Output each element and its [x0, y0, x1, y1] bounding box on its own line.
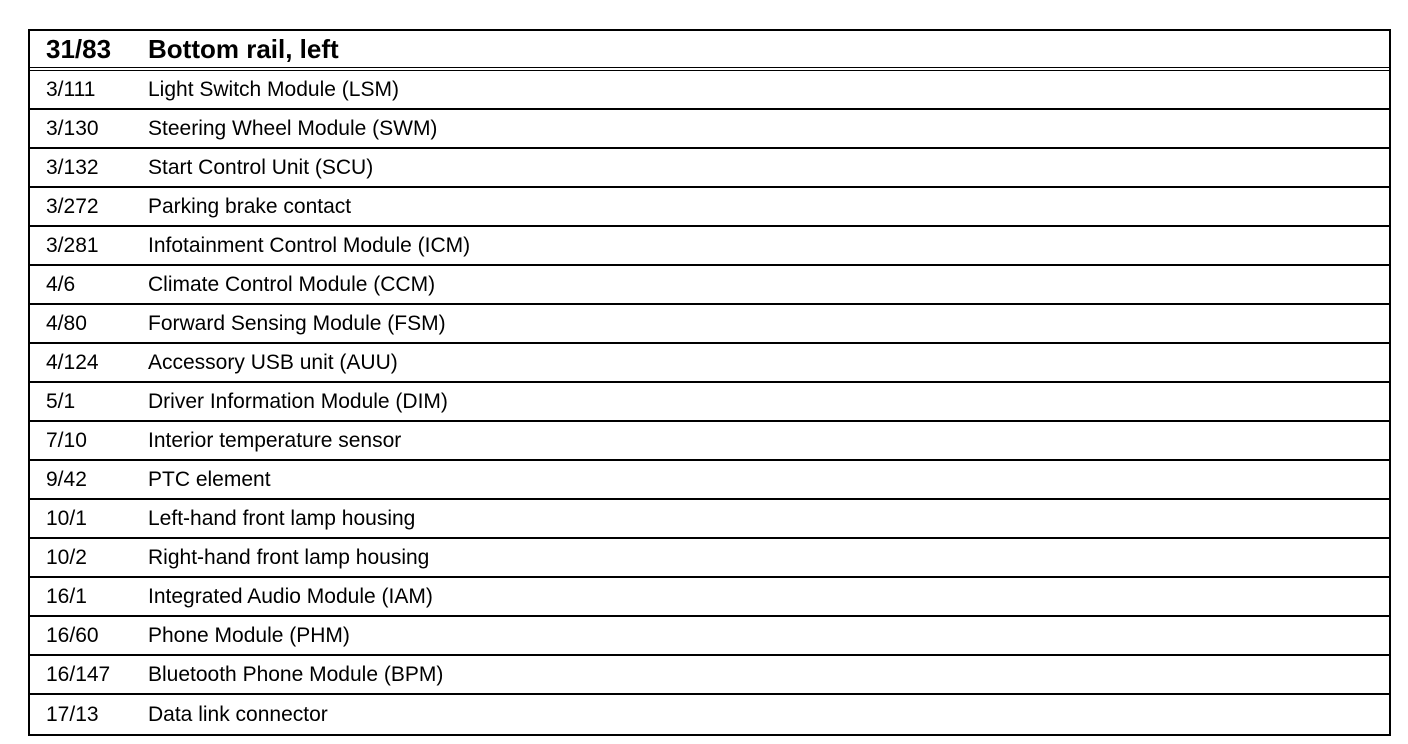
component-description: Light Switch Module (LSM): [148, 77, 399, 101]
component-description: Infotainment Control Module (ICM): [148, 233, 471, 257]
component-description: Right-hand front lamp housing: [148, 545, 430, 569]
table-row: [30, 227, 1389, 266]
table-row: [30, 422, 1389, 461]
component-code: 5/1: [46, 389, 76, 413]
header-code: 31/83: [46, 33, 112, 64]
component-description: Steering Wheel Module (SWM): [148, 116, 438, 140]
component-description: Parking brake contact: [148, 194, 352, 218]
component-code: 3/111: [46, 77, 96, 101]
header-title: Bottom rail, left: [148, 33, 339, 64]
component-code: 16/1: [46, 584, 87, 608]
table-row: [30, 383, 1389, 422]
component-code: 10/1: [46, 506, 87, 530]
component-description: Left-hand front lamp housing: [148, 506, 416, 530]
component-description: Phone Module (PHM): [148, 623, 350, 647]
component-description: Interior temperature sensor: [148, 428, 402, 452]
table-row: [30, 188, 1389, 227]
component-description: Forward Sensing Module (FSM): [148, 311, 446, 335]
component-code: 16/60: [46, 623, 99, 647]
component-code: 10/2: [46, 545, 87, 569]
component-code: 9/42: [46, 467, 87, 491]
table-row: [30, 539, 1389, 578]
table-row: [30, 500, 1389, 539]
component-description: PTC element: [148, 467, 271, 491]
component-code: 3/130: [46, 116, 99, 140]
component-description: Bluetooth Phone Module (BPM): [148, 662, 444, 686]
component-description: Start Control Unit (SCU): [148, 155, 374, 179]
component-description: Integrated Audio Module (IAM): [148, 584, 433, 608]
table-header: [30, 31, 1389, 71]
table-row: [30, 344, 1389, 383]
component-code: 17/13: [46, 702, 99, 726]
table-row: [30, 461, 1389, 500]
table-row: [30, 617, 1389, 656]
component-code: 16/147: [46, 662, 111, 686]
component-code: 3/281: [46, 233, 99, 257]
table-row: [30, 149, 1389, 188]
table-row: [30, 305, 1389, 344]
component-description: Climate Control Module (CCM): [148, 272, 436, 296]
component-code: 4/124: [46, 350, 99, 374]
component-reference-table: [28, 29, 1391, 736]
component-code: 4/6: [46, 272, 76, 296]
component-code: 4/80: [46, 311, 87, 335]
table-row: [30, 656, 1389, 695]
component-code: 3/132: [46, 155, 99, 179]
component-code: 7/10: [46, 428, 87, 452]
component-description: Data link connector: [148, 702, 328, 726]
table-row: [30, 71, 1389, 110]
table-row: [30, 695, 1389, 734]
table-body: [30, 71, 1389, 734]
table-row: [30, 266, 1389, 305]
component-description: Accessory USB unit (AUU): [148, 350, 398, 374]
component-description: Driver Information Module (DIM): [148, 389, 448, 413]
table-row: [30, 578, 1389, 617]
component-code: 3/272: [46, 194, 99, 218]
table-row: [30, 110, 1389, 149]
